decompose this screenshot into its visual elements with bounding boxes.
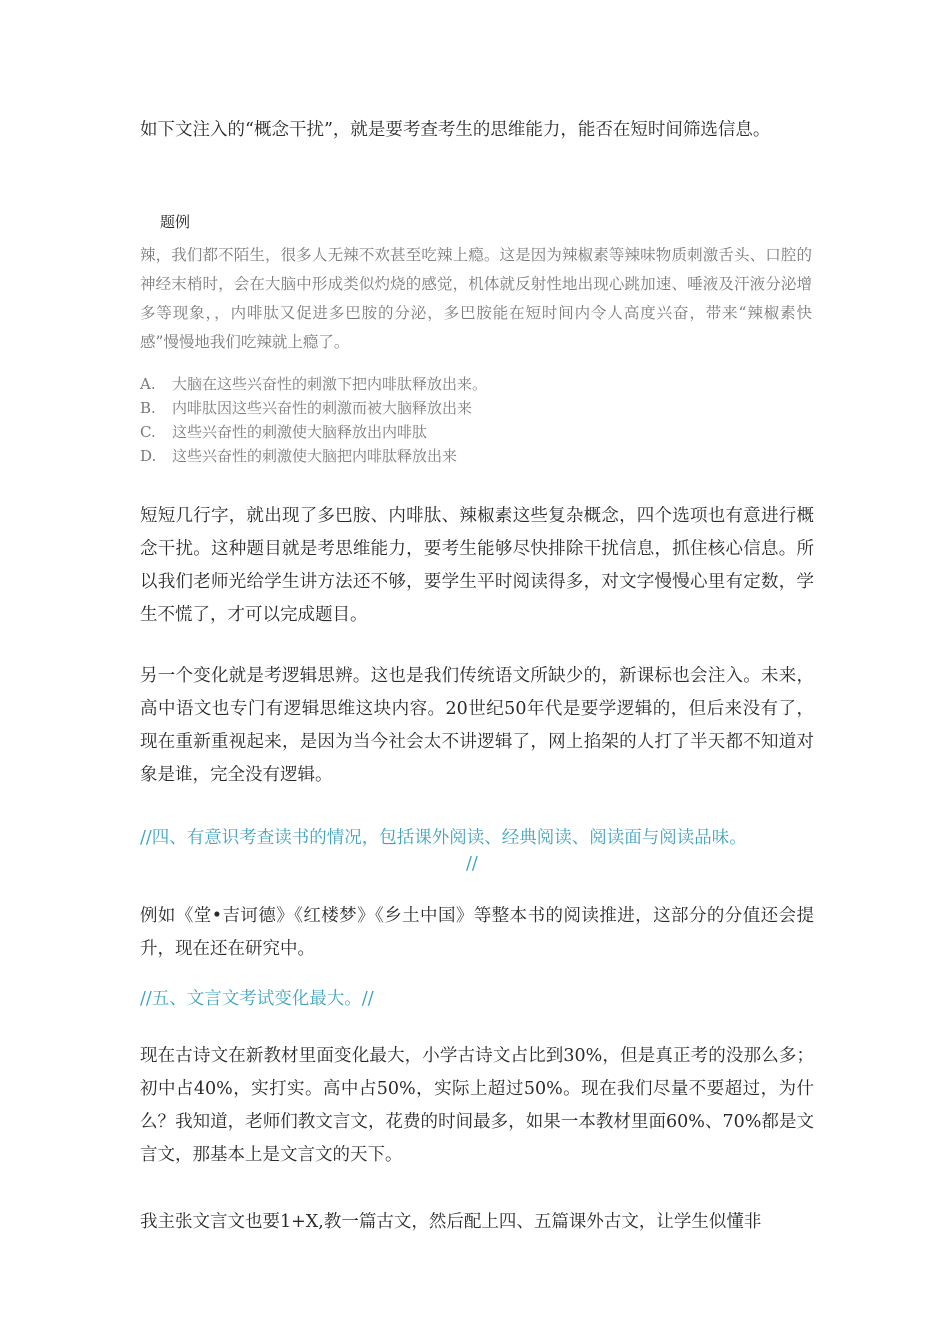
heading-slashes: // <box>140 828 152 848</box>
heading-slashes: // <box>361 989 374 1009</box>
reading-paragraph: 例如《堂•吉诃德》《红楼梦》《乡土中国》等整本书的阅读推进，这部分的分值还会提升，现在还在研究中。 <box>140 906 814 959</box>
option-item <box>140 372 812 396</box>
heading-slashes: // <box>466 854 478 874</box>
classical-paragraph: 现在古诗文在新教材里面变化最大，小学古诗文占比到30%，但是真正考的没那么多；初中占40%，实打实。高中占50%，实际上超过50%。现在我们尽量不要超过，为什么？我知道，老师们教文言文，花费的时间最多，如果一本教材里面60%、70%都是文言文，那基本上是文言文的天下。 <box>140 1046 814 1165</box>
option-letter: B. <box>140 399 156 417</box>
heading-text: 四、有意识考查读书的情况，包括课外阅读、经典阅读、阅读面与阅读品味。 <box>151 828 747 848</box>
logic-paragraph: 另一个变化就是考逻辑思辨。这也是我们传统语文所缺少的，新课标也会注入。未来，高中语文也专门有逻辑思维这块内容。20世纪50年代是要学逻辑的，但后来没有了，现在重新重视起来，是因为当今社会太不讲逻辑了，网上掐架的人打了半天都不知道对象是谁，完全没有逻辑。 <box>140 666 814 785</box>
option-item <box>140 444 812 468</box>
heading-slashes: // <box>140 989 152 1009</box>
option-letter: D. <box>140 447 157 465</box>
intro-paragraph: 如下文注入的“概念干扰”，就是要考查考生的思维能力，能否在短时间筛选信息。 <box>140 120 771 140</box>
proposal-paragraph: 我主张文言文也要1+X,教一篇古文，然后配上四、五篇课外古文，让学生似懂非 <box>140 1212 762 1232</box>
option-text: 这些兴奋性的刺激使大脑把内啡肽释放出来 <box>172 447 458 465</box>
option-item <box>140 420 812 444</box>
analysis-paragraph: 短短几行字，就出现了多巴胺、内啡肽、辣椒素这些复杂概念，四个选项也有意进行概念干扰。这种题目就是考思维能力，要考生能够尽快排除干扰信息，抓住核心信息。所以我们老师光给学生讲方法还不够，要学生平时阅读得多，对文字慢慢心里有定数，学生不慌了，才可以完成题目。 <box>140 506 814 625</box>
option-letter: C. <box>140 423 156 441</box>
example-passage: 辣，我们都不陌生，很多人无辣不欢甚至吃辣上瘾。这是因为辣椒素等辣味物质刺激舌头、口腔的神经末梢时，会在大脑中形成类似灼烧的感觉，机体就反射性地出现心跳加速、唾液及汗液分泌增多等现象，，内啡肽又促进多巴胺的分泌，多巴胺能在短时间内令人高度兴奋，带来“辣椒素快感”慢慢地我们吃辣就上瘾了。 <box>140 246 812 351</box>
option-text: 大脑在这些兴奋性的刺激下把内啡肽释放出来。 <box>172 375 488 393</box>
example-options <box>140 372 812 468</box>
section-heading-5 <box>140 984 820 1014</box>
heading-text: 五、文言文考试变化最大。 <box>151 989 362 1009</box>
section-heading-4 <box>140 823 820 853</box>
option-item <box>140 396 812 420</box>
option-text: 这些兴奋性的刺激使大脑释放出内啡肽 <box>172 423 428 441</box>
example-title: 题例 <box>160 213 191 231</box>
option-letter: A. <box>140 375 156 393</box>
option-text: 内啡肽因这些兴奋性的刺激而被大脑释放出来 <box>172 399 473 417</box>
